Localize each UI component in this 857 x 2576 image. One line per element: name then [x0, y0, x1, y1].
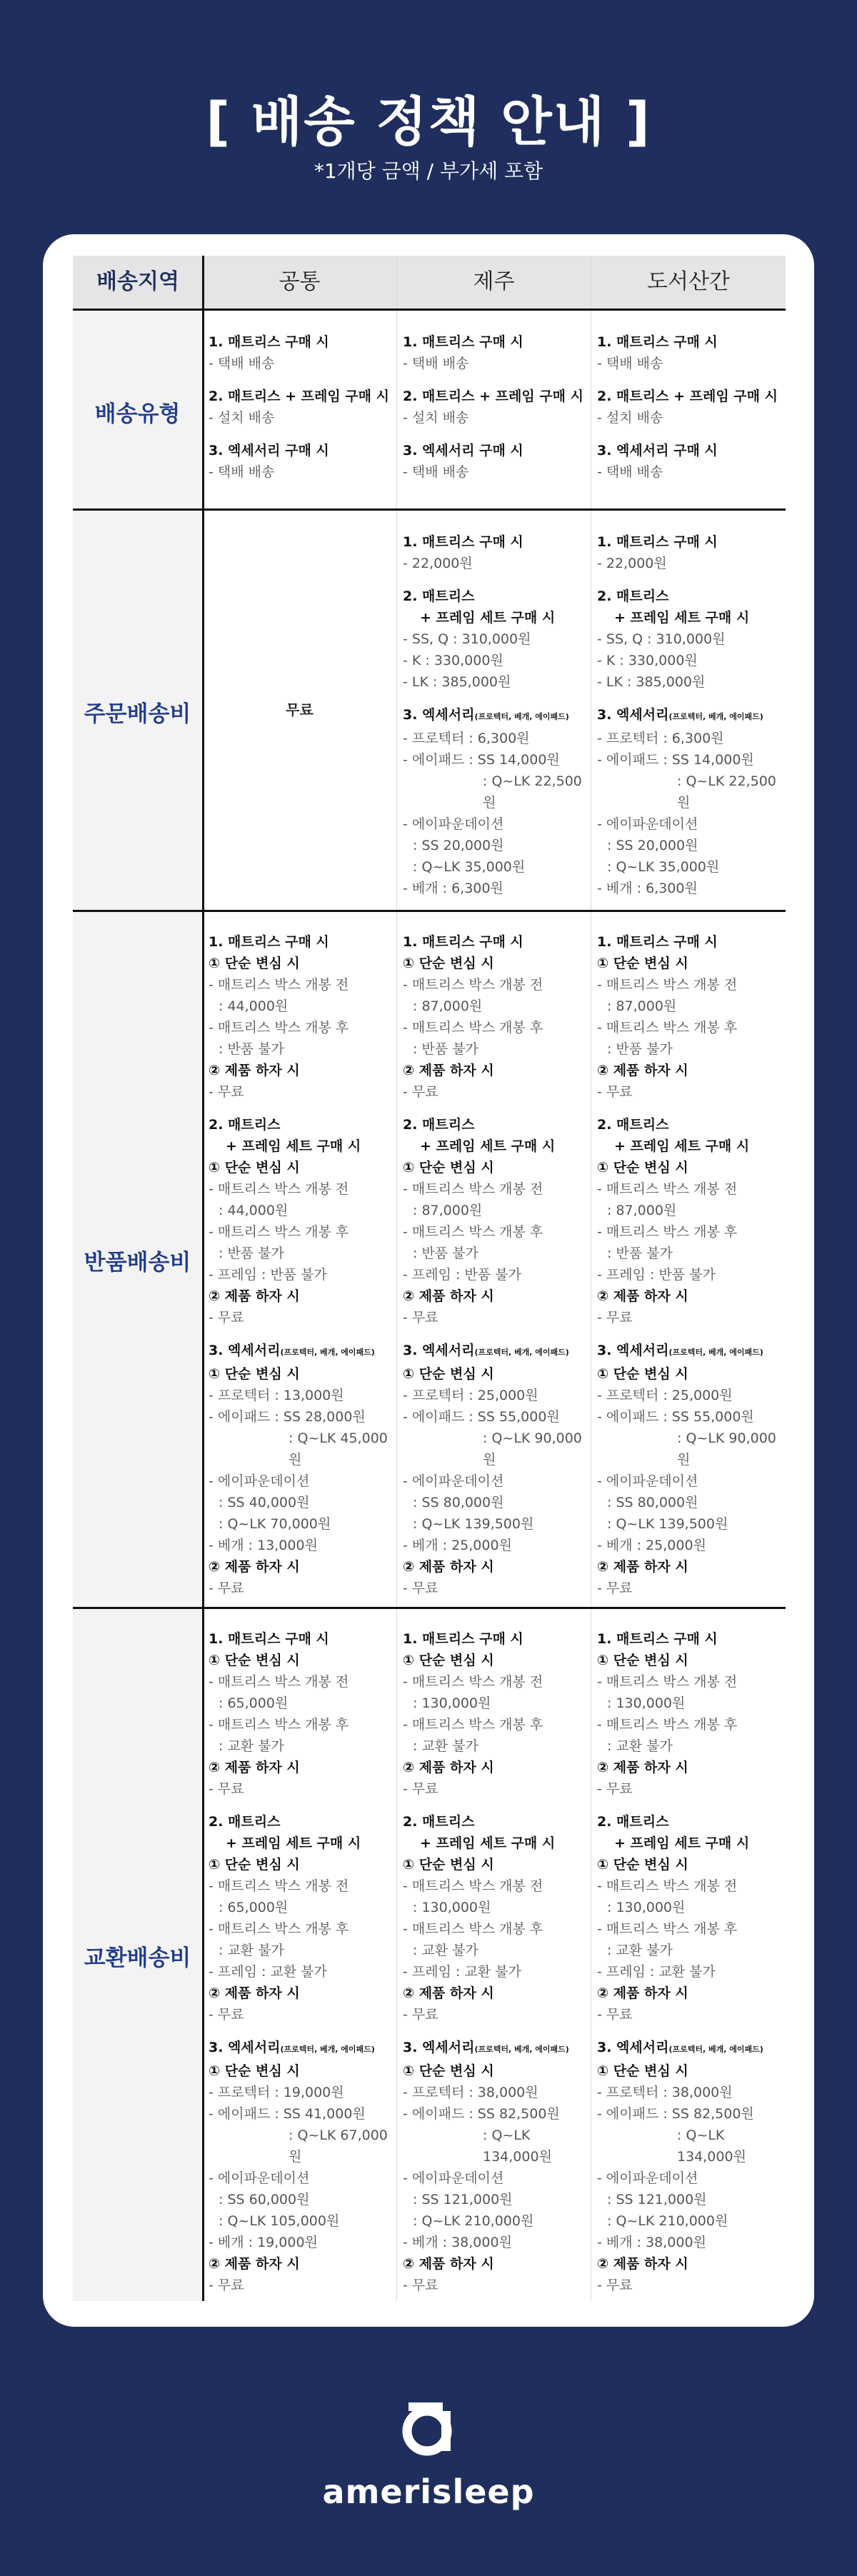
cell-delivery-type-common — [209, 331, 394, 483]
cell-line: : Q~LK 67,000원 — [289, 2128, 388, 2165]
cell-line: - 프로텍터 : 25,000원 — [403, 1388, 538, 1403]
cell-line: : 65,000원 — [219, 1900, 289, 1915]
cell-line: : Q~LK 210,000원 — [607, 2213, 728, 2229]
cell-line: : Q~LK 35,000원 — [607, 859, 720, 875]
cell-line: ① 단순 변심 시 — [209, 956, 300, 971]
row-divider — [73, 508, 786, 511]
row-label-return-fee: 반품배송비 — [84, 1250, 191, 1276]
cell-line: - LK : 385,000원 — [403, 674, 511, 690]
cell-line: + 프레임 세트 구매 시 — [614, 1138, 750, 1154]
cell-line: ② 제품 하자 시 — [597, 1985, 688, 2001]
cell-line: ② 제품 하자 시 — [597, 2256, 688, 2272]
cell-line: - 택배 배송 — [597, 464, 663, 480]
cell-line: - 에이패드 : SS 28,000원 — [209, 1409, 366, 1425]
cell-line: - 에이파운데이션 — [209, 1473, 310, 1489]
policy-card — [43, 234, 814, 2327]
cell-line: : Q~LK 210,000원 — [413, 2213, 534, 2229]
cell-line: - 택배 배송 — [597, 356, 663, 371]
cell-line: : 교환 불가 — [219, 1738, 284, 1754]
cell-line: - 매트리스 박스 개봉 후 — [403, 1020, 543, 1036]
cell-line: 1. 매트리스 구매 시 — [403, 934, 523, 950]
cell-line: - 무료 — [209, 2007, 244, 2023]
cell-line: : Q~LK 90,000원 — [483, 1430, 582, 1468]
cell-line: 3. 엑세서리(프로텍터, 베개, 에이패드) — [403, 707, 569, 723]
cell-line: - 프로텍터 : 6,300원 — [403, 731, 530, 746]
column-divider — [396, 256, 397, 2301]
cell-line: - 매트리스 박스 개봉 후 — [597, 1224, 738, 1240]
cell-line: ② 제품 하자 시 — [209, 1063, 300, 1078]
cell-line: ② 제품 하자 시 — [597, 1063, 688, 1078]
cell-line: ① 단순 변심 시 — [597, 1653, 688, 1668]
cell-line: : Q~LK 139,500원 — [413, 1516, 534, 1532]
row-divider — [73, 309, 786, 311]
cell-line: - 프레임 : 반품 불가 — [209, 1267, 327, 1283]
row-divider — [73, 910, 786, 912]
cell-line: - 매트리스 박스 개봉 전 — [403, 977, 543, 993]
header-common: 공통 — [279, 269, 321, 294]
cell-line: : 87,000원 — [607, 998, 677, 1014]
cell-line: - 프로텍터 : 13,000원 — [209, 1388, 344, 1403]
cell-line: : Q~LK 139,500원 — [607, 1516, 728, 1532]
cell-line: - 매트리스 박스 개봉 전 — [597, 1674, 738, 1690]
cell-line: ① 단순 변심 시 — [403, 1160, 494, 1176]
cell-line: ① 단순 변심 시 — [597, 1366, 688, 1382]
cell-line: : SS 20,000원 — [607, 838, 698, 853]
cell-line: + 프레임 세트 구매 시 — [420, 1138, 556, 1154]
cell-line: - 에이파운데이션 — [403, 2170, 504, 2186]
cell-line: - 에이패드 : SS 82,500원 — [403, 2106, 560, 2122]
cell-line: + 프레임 세트 구매 시 — [226, 1138, 361, 1154]
cell-line: : SS 80,000원 — [413, 1495, 504, 1510]
cell-line: - 무료 — [209, 1084, 244, 1100]
cell-line: - 프로텍터 : 38,000원 — [597, 2085, 733, 2100]
header-island: 도서산간 — [647, 269, 730, 294]
cell-line: ① 단순 변심 시 — [403, 956, 494, 971]
cell-line: : 반품 불가 — [607, 1246, 673, 1261]
cell-line: + 프레임 세트 구매 시 — [226, 1835, 361, 1851]
cell-line: : Q~LK 35,000원 — [413, 859, 526, 875]
cell-line: 3. 엑세서리(프로텍터, 베개, 에이패드) — [597, 1343, 763, 1358]
cell-line: : 교환 불가 — [413, 1943, 478, 1958]
cell-line: 3. 엑세서리(프로텍터, 베개, 에이패드) — [597, 2040, 763, 2055]
cell-line: - 매트리스 박스 개봉 후 — [209, 1717, 349, 1733]
cell-line: ② 제품 하자 시 — [403, 1559, 494, 1575]
cell-line: 1. 매트리스 구매 시 — [209, 334, 329, 350]
cell-line: - 무료 — [209, 1310, 244, 1325]
cell-line: - 무료 — [403, 2007, 438, 2023]
cell-line: - 베개 : 25,000원 — [403, 1538, 512, 1553]
cell-line: - 에이파운데이션 — [209, 2170, 310, 2186]
row-label-delivery-type: 배송유형 — [94, 401, 181, 427]
cell-line: - 베개 : 13,000원 — [209, 1538, 318, 1553]
cell-line: 3. 엑세서리 구매 시 — [597, 443, 718, 458]
cell-line: 2. 매트리스 — [209, 1117, 281, 1133]
cell-line: ① 단순 변심 시 — [403, 1366, 494, 1382]
cell-line: : 반품 불가 — [607, 1041, 673, 1057]
cell-line: ② 제품 하자 시 — [403, 1760, 494, 1775]
cell-line: ② 제품 하자 시 — [403, 2256, 494, 2272]
cell-line: : 반품 불가 — [219, 1041, 284, 1057]
cell-line: - LK : 385,000원 — [597, 674, 706, 690]
cell-line: - 매트리스 박스 개봉 후 — [597, 1717, 738, 1733]
cell-order-fee-common: 무료 — [286, 701, 314, 718]
cell-line: - 베개 : 38,000원 — [403, 2235, 512, 2250]
cell-line: 2. 매트리스 — [403, 1814, 475, 1830]
cell-line: - 매트리스 박스 개봉 전 — [597, 1181, 738, 1197]
cell-line: : 130,000원 — [607, 1900, 686, 1915]
cell-line: ① 단순 변심 시 — [209, 1160, 300, 1176]
cell-line: - 택배 배송 — [209, 464, 275, 480]
cell-line: - 에이파운데이션 — [403, 816, 504, 832]
cell-line: - 베개 : 25,000원 — [597, 1538, 706, 1553]
cell-line: - 매트리스 박스 개봉 전 — [403, 1674, 543, 1690]
cell-line: : 87,000원 — [413, 998, 483, 1014]
cell-line: - 무료 — [403, 1781, 438, 1797]
cell-line: 3. 엑세서리 구매 시 — [209, 443, 329, 458]
row-divider — [73, 1607, 786, 1609]
cell-line: - 프로텍터 : 19,000원 — [209, 2085, 344, 2100]
cell-line: 2. 매트리스 — [403, 588, 475, 604]
cell-exchange-fee-common — [209, 1628, 396, 2296]
cell-line: - 프로텍터 : 6,300원 — [597, 731, 724, 746]
cell-line: - 에이파운데이션 — [597, 816, 698, 832]
cell-line: - 에이패드 : SS 82,500원 — [597, 2106, 754, 2122]
cell-line: - 매트리스 박스 개봉 후 — [403, 1921, 543, 1937]
cell-line: ① 단순 변심 시 — [209, 1857, 300, 1873]
page-title: [ 배송 정책 안내 ] — [206, 91, 651, 153]
cell-line: - 베개 : 38,000원 — [597, 2235, 706, 2250]
cell-line: 1. 매트리스 구매 시 — [597, 334, 718, 350]
cell-line: 2. 매트리스 — [597, 588, 669, 604]
cell-line: - 22,000원 — [597, 556, 667, 571]
cell-line: - 무료 — [597, 1781, 633, 1797]
cell-line: ② 제품 하자 시 — [209, 1760, 300, 1775]
cell-line: 2. 매트리스 — [209, 1814, 281, 1830]
cell-line: 3. 엑세서리(프로텍터, 베개, 에이패드) — [403, 2040, 569, 2055]
cell-line: - 택배 배송 — [403, 356, 469, 371]
cell-line: - 매트리스 박스 개봉 후 — [403, 1224, 543, 1240]
cell-line: - 무료 — [597, 1310, 633, 1325]
cell-line: - 매트리스 박스 개봉 전 — [209, 1181, 349, 1197]
cell-delivery-type-jeju — [403, 331, 588, 483]
cell-line: - SS, Q : 310,000원 — [403, 631, 531, 647]
cell-line: : 130,000원 — [607, 1695, 686, 1711]
cell-line: : 87,000원 — [607, 1203, 677, 1218]
cell-line: - 매트리스 박스 개봉 후 — [403, 1717, 543, 1733]
cell-line: - 매트리스 박스 개봉 후 — [209, 1224, 349, 1240]
cell-line: ① 단순 변심 시 — [597, 956, 688, 971]
cell-line: 3. 엑세서리(프로텍터, 베개, 에이패드) — [209, 1343, 375, 1358]
column-divider-main — [202, 256, 204, 2301]
cell-line: ② 제품 하자 시 — [403, 1063, 494, 1078]
cell-line: : SS 60,000원 — [219, 2192, 310, 2207]
cell-line: : Q~LK 45,000원 — [289, 1430, 388, 1468]
cell-line: - 무료 — [597, 2007, 633, 2023]
cell-line: - 에이패드 : SS 41,000원 — [209, 2106, 366, 2122]
cell-line: - 택배 배송 — [209, 356, 275, 371]
cell-line: - K : 330,000원 — [403, 653, 503, 668]
cell-line: ① 단순 변심 시 — [597, 1160, 688, 1176]
cell-line: - 베개 : 6,300원 — [597, 881, 698, 896]
cell-line: + 프레임 세트 구매 시 — [420, 610, 556, 626]
cell-line: - 매트리스 박스 개봉 후 — [597, 1020, 738, 1036]
cell-line: - 무료 — [403, 1084, 438, 1100]
cell-line: : Q~LK 22,500원 — [483, 773, 582, 811]
cell-line: - 에이파운데이션 — [597, 1473, 698, 1489]
cell-line: 1. 매트리스 구매 시 — [597, 934, 718, 950]
cell-line: : Q~LK 134,000원 — [483, 2128, 552, 2165]
cell-return-fee-island — [597, 931, 784, 1599]
brand-wordmark: amerisleep — [322, 2472, 535, 2511]
cell-line: ① 단순 변심 시 — [209, 1653, 300, 1668]
page-subtitle: *1개당 금액 / 부가세 포함 — [314, 159, 543, 183]
cell-line: - 베개 : 6,300원 — [403, 881, 503, 896]
cell-line: ① 단순 변심 시 — [597, 1857, 688, 1873]
cell-line: - 매트리스 박스 개봉 후 — [209, 1921, 349, 1937]
cell-line: 3. 엑세서리(프로텍터, 베개, 에이패드) — [403, 1343, 569, 1358]
cell-line: 1. 매트리스 구매 시 — [403, 534, 523, 550]
cell-line: - SS, Q : 310,000원 — [597, 631, 726, 647]
cell-line: + 프레임 세트 구매 시 — [420, 1835, 556, 1851]
cell-line: + 프레임 세트 구매 시 — [614, 610, 750, 626]
cell-line: + 프레임 세트 구매 시 — [614, 1835, 750, 1851]
cell-line: ① 단순 변심 시 — [403, 1857, 494, 1873]
cell-line: ② 제품 하자 시 — [209, 1288, 300, 1304]
cell-line: - 에이파운데이션 — [597, 2170, 698, 2186]
cell-line: 2. 매트리스 — [403, 1117, 475, 1133]
cell-line: : 87,000원 — [413, 1203, 483, 1218]
cell-line: ① 단순 변심 시 — [209, 1366, 300, 1382]
cell-line: 2. 매트리스 + 프레임 구매 시 — [597, 389, 778, 404]
cell-order-fee-jeju — [403, 531, 590, 899]
cell-line: 2. 매트리스 — [597, 1117, 669, 1133]
cell-line: ② 제품 하자 시 — [209, 1985, 300, 2001]
cell-line: - 매트리스 박스 개봉 전 — [403, 1878, 543, 1894]
cell-line: - 무료 — [209, 1781, 244, 1797]
cell-line: 2. 매트리스 + 프레임 구매 시 — [403, 389, 583, 404]
cell-line: : 반품 불가 — [413, 1041, 478, 1057]
cell-line: 2. 매트리스 — [597, 1814, 669, 1830]
cell-exchange-fee-jeju — [403, 1628, 590, 2296]
cell-line: - 설치 배송 — [597, 410, 663, 426]
cell-line: ② 제품 하자 시 — [403, 1985, 494, 2001]
cell-line: - 베개 : 19,000원 — [209, 2235, 318, 2250]
cell-line: : Q~LK 134,000원 — [677, 2128, 746, 2165]
cell-line: ① 단순 변심 시 — [209, 2063, 300, 2079]
cell-line: ② 제품 하자 시 — [209, 1559, 300, 1575]
cell-line: - 에이패드 : SS 14,000원 — [403, 752, 560, 768]
cell-line: : 교환 불가 — [413, 1738, 478, 1754]
cell-line: - 무료 — [209, 2277, 244, 2293]
cell-line: ① 단순 변심 시 — [597, 2063, 688, 2079]
cell-line: ② 제품 하자 시 — [403, 1288, 494, 1304]
cell-line: - 설치 배송 — [209, 410, 275, 426]
cell-line: - 무료 — [597, 1580, 633, 1596]
cell-line: 1. 매트리스 구매 시 — [209, 934, 329, 950]
cell-line: 1. 매트리스 구매 시 — [597, 534, 718, 550]
cell-line: - 매트리스 박스 개봉 전 — [403, 1181, 543, 1197]
cell-delivery-type-island — [597, 331, 784, 483]
cell-line: : Q~LK 22,500원 — [677, 773, 776, 811]
cell-line: - 매트리스 박스 개봉 후 — [597, 1921, 738, 1937]
cell-line: 3. 엑세서리(프로텍터, 베개, 에이패드) — [209, 2040, 375, 2055]
cell-line: - 프레임 : 교환 불가 — [403, 1964, 521, 1980]
cell-line: 1. 매트리스 구매 시 — [597, 1631, 718, 1647]
cell-line: - 프로텍터 : 38,000원 — [403, 2085, 538, 2100]
cell-line: 1. 매트리스 구매 시 — [209, 1631, 329, 1647]
cell-line: - 에이패드 : SS 14,000원 — [597, 752, 754, 768]
cell-line: : Q~LK 70,000원 — [219, 1516, 331, 1532]
cell-line: - 프레임 : 교환 불가 — [597, 1964, 716, 1980]
cell-line: : 반품 불가 — [219, 1246, 284, 1261]
cell-line: 2. 매트리스 + 프레임 구매 시 — [209, 389, 389, 404]
cell-line: : 반품 불가 — [413, 1246, 478, 1261]
cell-line: - 택배 배송 — [403, 464, 469, 480]
cell-line: : 교환 불가 — [607, 1738, 673, 1754]
cell-line: - 에이파운데이션 — [403, 1473, 504, 1489]
cell-line: : SS 80,000원 — [607, 1495, 698, 1510]
cell-line: - 매트리스 박스 개봉 후 — [209, 1020, 349, 1036]
cell-line: - 무료 — [597, 1084, 633, 1100]
cell-order-fee-island — [597, 531, 784, 899]
cell-line: - 무료 — [597, 2277, 633, 2293]
cell-line: : SS 40,000원 — [219, 1495, 310, 1510]
cell-line: : SS 121,000원 — [607, 2192, 707, 2207]
cell-return-fee-jeju — [403, 931, 590, 1599]
cell-line: - 설치 배송 — [403, 410, 469, 426]
cell-line: ① 단순 변심 시 — [403, 1653, 494, 1668]
cell-line: 3. 엑세서리 구매 시 — [403, 443, 523, 458]
cell-line: - 무료 — [403, 2277, 438, 2293]
cell-line: 1. 매트리스 구매 시 — [403, 1631, 523, 1647]
cell-line: - 프레임 : 반품 불가 — [597, 1267, 716, 1283]
cell-line: : SS 20,000원 — [413, 838, 504, 853]
cell-line: : 교환 불가 — [607, 1943, 673, 1958]
cell-line: : 44,000원 — [219, 998, 289, 1014]
header-area: 배송지역 — [96, 269, 179, 294]
cell-line: : SS 121,000원 — [413, 2192, 513, 2207]
cell-line: - 매트리스 박스 개봉 전 — [209, 977, 349, 993]
cell-line: : Q~LK 90,000원 — [677, 1430, 776, 1468]
cell-line: - 무료 — [403, 1310, 438, 1325]
cell-line: - 에이패드 : SS 55,000원 — [597, 1409, 754, 1425]
cell-line: - 22,000원 — [403, 556, 473, 571]
cell-line: ② 제품 하자 시 — [597, 1288, 688, 1304]
cell-exchange-fee-island — [597, 1628, 784, 2296]
cell-line: - 에이패드 : SS 55,000원 — [403, 1409, 560, 1425]
cell-return-fee-common — [209, 931, 396, 1599]
cell-line: 3. 엑세서리(프로텍터, 베개, 에이패드) — [597, 707, 763, 723]
cell-line: - 매트리스 박스 개봉 전 — [597, 977, 738, 993]
header-jeju: 제주 — [473, 269, 515, 294]
cell-line: 1. 매트리스 구매 시 — [403, 334, 523, 350]
cell-line: : 65,000원 — [219, 1695, 289, 1711]
row-label-order-fee: 주문배송비 — [84, 701, 191, 727]
cell-line: : 130,000원 — [413, 1900, 491, 1915]
cell-line: - 무료 — [209, 1580, 244, 1596]
cell-line: : 교환 불가 — [219, 1943, 284, 1958]
cell-line: ② 제품 하자 시 — [209, 2256, 300, 2272]
cell-line: - 무료 — [403, 1580, 438, 1596]
cell-line: ② 제품 하자 시 — [597, 1760, 688, 1775]
row-label-exchange-fee: 교환배송비 — [84, 1945, 191, 1971]
cell-line: - 매트리스 박스 개봉 전 — [209, 1674, 349, 1690]
cell-line: : Q~LK 105,000원 — [219, 2213, 340, 2229]
cell-line: ① 단순 변심 시 — [403, 2063, 494, 2079]
amerisleep-logo-icon — [399, 2398, 458, 2458]
cell-line: - 프레임 : 교환 불가 — [209, 1964, 327, 1980]
cell-line: - 프레임 : 반품 불가 — [403, 1267, 521, 1283]
cell-line: - 매트리스 박스 개봉 전 — [209, 1878, 349, 1894]
cell-line: - K : 330,000원 — [597, 653, 698, 668]
cell-line: - 프로텍터 : 25,000원 — [597, 1388, 733, 1403]
cell-line: : 44,000원 — [219, 1203, 289, 1218]
cell-line: ② 제품 하자 시 — [597, 1559, 688, 1575]
cell-line: : 130,000원 — [413, 1695, 491, 1711]
cell-line: - 매트리스 박스 개봉 전 — [597, 1878, 738, 1894]
